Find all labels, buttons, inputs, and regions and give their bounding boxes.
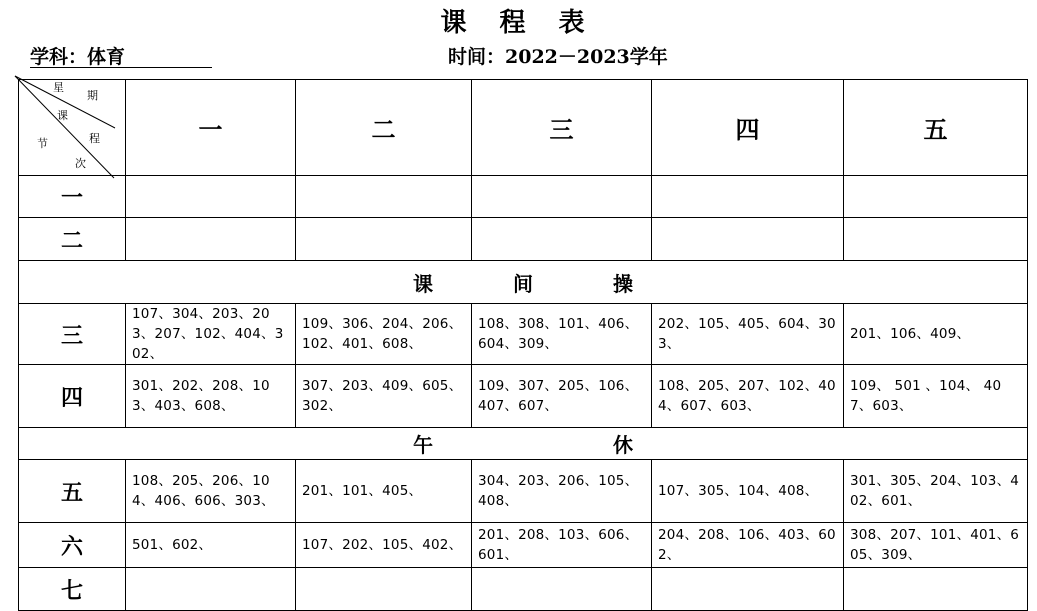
noon-break-banner: 午 休 xyxy=(19,428,1028,460)
schedule-cell xyxy=(296,176,472,218)
schedule-cell: 107、202、105、402、 xyxy=(296,523,472,568)
period-row xyxy=(19,176,1028,218)
schedule-cell: 108、205、206、104、406、606、303、 xyxy=(126,460,296,523)
schedule-cell: 301、305、204、103、402、601、 xyxy=(844,460,1028,523)
period-label: 五 xyxy=(19,460,126,523)
period-label: 三 xyxy=(19,304,126,365)
corner-cell xyxy=(19,80,126,176)
schedule-cell: 201、106、409、 xyxy=(844,304,1028,365)
schedule-cell xyxy=(126,176,296,218)
period-label: 二 xyxy=(19,218,126,261)
time-label: 时间：2022－2023学年 xyxy=(448,46,668,68)
header-row xyxy=(19,80,1028,176)
period-row xyxy=(19,365,1028,428)
schedule-cell xyxy=(126,568,296,611)
schedule-cell: 307、203、409、605、302、 xyxy=(296,365,472,428)
subject-label: 学科：体育 xyxy=(30,46,212,68)
schedule-cell: 201、101、405、 xyxy=(296,460,472,523)
schedule-cell: 202、105、405、604、303、 xyxy=(652,304,844,365)
corner-diagonals xyxy=(15,76,125,176)
page-title: 课 程 表 xyxy=(440,8,597,38)
schedule-cell xyxy=(844,568,1028,611)
schedule-cell: 109、307、205、106、407、607、 xyxy=(472,365,652,428)
schedule-cell: 109、306、204、206、102、401、608、 xyxy=(296,304,472,365)
period-row xyxy=(19,460,1028,523)
schedule-cell xyxy=(652,176,844,218)
schedule-cell: 304、203、206、105、408、 xyxy=(472,460,652,523)
corner-label-ke: 课 xyxy=(57,109,68,122)
noon-break-row xyxy=(19,428,1028,460)
period-row xyxy=(19,568,1028,611)
schedule-cell xyxy=(844,218,1028,261)
schedule-cell: 204、208、106、403、602、 xyxy=(652,523,844,568)
schedule-cell xyxy=(472,176,652,218)
period-row xyxy=(19,218,1028,261)
schedule-cell xyxy=(844,176,1028,218)
corner-label-cheng: 程 xyxy=(89,132,100,145)
schedule-cell xyxy=(472,568,652,611)
schedule-cell xyxy=(126,218,296,261)
schedule-cell xyxy=(472,218,652,261)
schedule-cell xyxy=(652,218,844,261)
schedule-cell: 501、602、 xyxy=(126,523,296,568)
schedule-cell xyxy=(652,568,844,611)
day-header: 五 xyxy=(844,80,1028,176)
schedule-cell: 108、205、207、102、404、607、603、 xyxy=(652,365,844,428)
schedule-cell: 108、308、101、406、604、309、 xyxy=(472,304,652,365)
schedule-cell: 107、304、203、203、207、102、404、302、 xyxy=(126,304,296,365)
corner-label-qi: 期 xyxy=(87,89,98,102)
day-header: 四 xyxy=(652,80,844,176)
corner-label-ci: 次 xyxy=(75,157,86,170)
period-row xyxy=(19,304,1028,365)
period-label: 一 xyxy=(19,176,126,218)
day-header: 一 xyxy=(126,80,296,176)
schedule-cell: 109、 501 、104、 407、603、 xyxy=(844,365,1028,428)
corner-label-jie: 节 xyxy=(37,137,48,150)
schedule-cell: 107、305、104、408、 xyxy=(652,460,844,523)
period-row xyxy=(19,523,1028,568)
period-label: 七 xyxy=(19,568,126,611)
period-label: 四 xyxy=(19,365,126,428)
exercise-row xyxy=(19,261,1028,304)
schedule-cell xyxy=(296,568,472,611)
schedule-cell: 201、208、103、606、601、 xyxy=(472,523,652,568)
schedule-cell: 308、207、101、401、605、309、 xyxy=(844,523,1028,568)
timetable xyxy=(18,79,1028,611)
day-header: 二 xyxy=(296,80,472,176)
period-label: 六 xyxy=(19,523,126,568)
schedule-cell: 301、202、208、103、403、608、 xyxy=(126,365,296,428)
exercise-banner: 课 间 操 xyxy=(19,261,1028,304)
corner-label-xing: 星 xyxy=(53,81,64,94)
schedule-cell xyxy=(296,218,472,261)
day-header: 三 xyxy=(472,80,652,176)
